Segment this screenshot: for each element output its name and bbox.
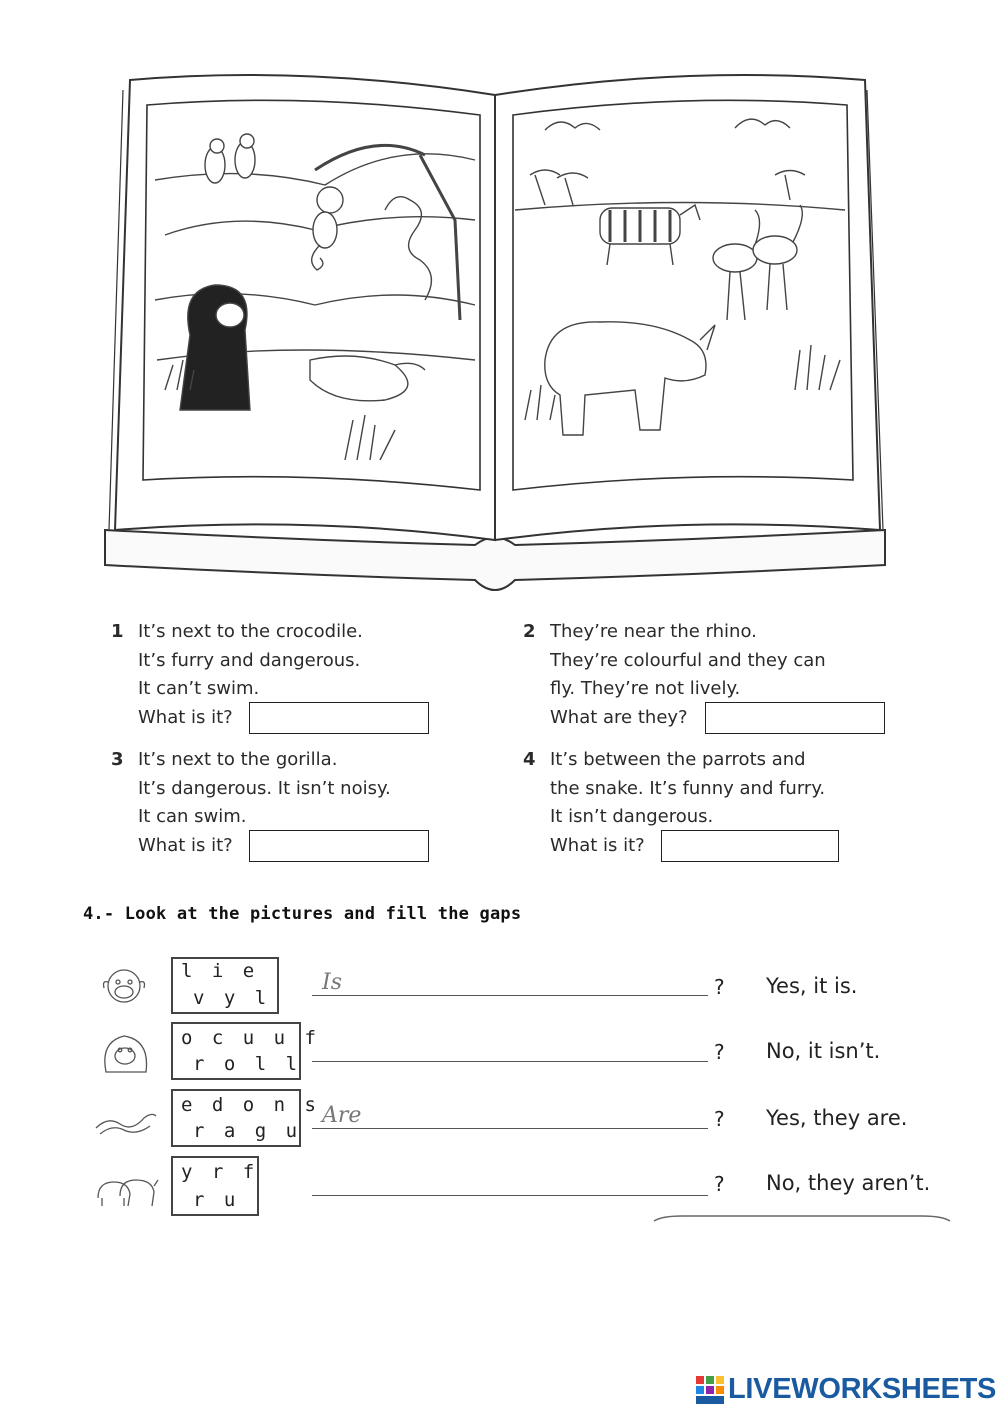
- answer-input-4[interactable]: [661, 830, 839, 862]
- answer-input-2[interactable]: [705, 702, 885, 734]
- scrambled-top: o c u u f: [181, 1027, 320, 1049]
- snakes-icon: [92, 1094, 160, 1142]
- logo-icon: [696, 1376, 724, 1404]
- riddle-line: It’s furry and dangerous.: [138, 649, 361, 671]
- scrambled-letters: [171, 1156, 259, 1216]
- riddle-number: 4: [523, 749, 536, 770]
- reply-text: Yes, they are.: [766, 1106, 908, 1130]
- scrambled-bottom: r u: [193, 1189, 240, 1211]
- riddle-question: What are they?: [550, 706, 688, 728]
- question-mark: ?: [714, 1107, 725, 1131]
- gorilla-icon: [92, 1028, 160, 1076]
- riddle-number: 1: [111, 621, 124, 642]
- riddle-line: It can’t swim.: [138, 678, 260, 699]
- logo-text: LIVEWORKSHEETS: [728, 1373, 997, 1405]
- reply-text: No, it isn’t.: [766, 1039, 881, 1063]
- riddle-question: What is it?: [550, 834, 645, 856]
- reply-text: Yes, it is.: [766, 974, 858, 998]
- monkey-icon: [92, 962, 160, 1010]
- gap-input-2[interactable]: [312, 1061, 708, 1062]
- scrambled-bottom: r a g u: [193, 1120, 302, 1142]
- riddle-line: They’re near the rhino.: [550, 621, 757, 642]
- question-mark: ?: [714, 1040, 725, 1064]
- riddle-line: the snake. It’s funny and furry.: [550, 777, 826, 799]
- question-mark: ?: [714, 1172, 725, 1196]
- riddle-line: It’s next to the crocodile.: [138, 621, 363, 642]
- riddle-line: It’s between the parrots and: [550, 749, 806, 770]
- scrambled-top: l i e: [181, 960, 259, 982]
- answer-prefix: Is: [322, 970, 342, 995]
- riddle-number: 2: [523, 621, 536, 642]
- scrambled-top: e d o n s: [181, 1094, 320, 1116]
- gap-input-3[interactable]: [312, 1128, 708, 1129]
- scrambled-letters: [171, 1089, 320, 1147]
- question-mark: ?: [714, 975, 725, 999]
- riddle-question: What is it?: [138, 706, 233, 728]
- answer-input-3[interactable]: [249, 830, 429, 862]
- reply-text: No, they aren’t.: [766, 1171, 931, 1195]
- riddle-line: It can swim.: [138, 806, 247, 827]
- riddle-line: It isn’t dangerous.: [550, 806, 714, 827]
- section-title: 4.- Look at the pictures and fill the gaps: [83, 904, 522, 924]
- riddle-line: They’re colourful and they can: [550, 649, 826, 671]
- scrambled-top: y r f: [181, 1161, 259, 1183]
- scrambled-bottom: r o l l: [193, 1053, 302, 1075]
- scrambled-bottom: v y l: [193, 987, 271, 1009]
- rhinos-icon: [92, 1162, 160, 1210]
- book-illustration: [95, 60, 895, 600]
- scrambled-letters: [171, 1022, 320, 1080]
- scrambled-letters: [171, 957, 279, 1014]
- riddle-number: 3: [111, 749, 124, 770]
- riddle-question: What is it?: [138, 834, 233, 856]
- riddle-line: fly. They’re not lively.: [550, 678, 741, 699]
- answer-prefix: Are: [322, 1103, 362, 1128]
- divider: [652, 1215, 952, 1223]
- riddle-line: It’s dangerous. It isn’t noisy.: [138, 777, 391, 799]
- riddle-line: It’s next to the gorilla.: [138, 749, 338, 770]
- gap-input-4[interactable]: [312, 1195, 708, 1196]
- answer-input-1[interactable]: [249, 702, 429, 734]
- gap-input-1[interactable]: [312, 995, 708, 996]
